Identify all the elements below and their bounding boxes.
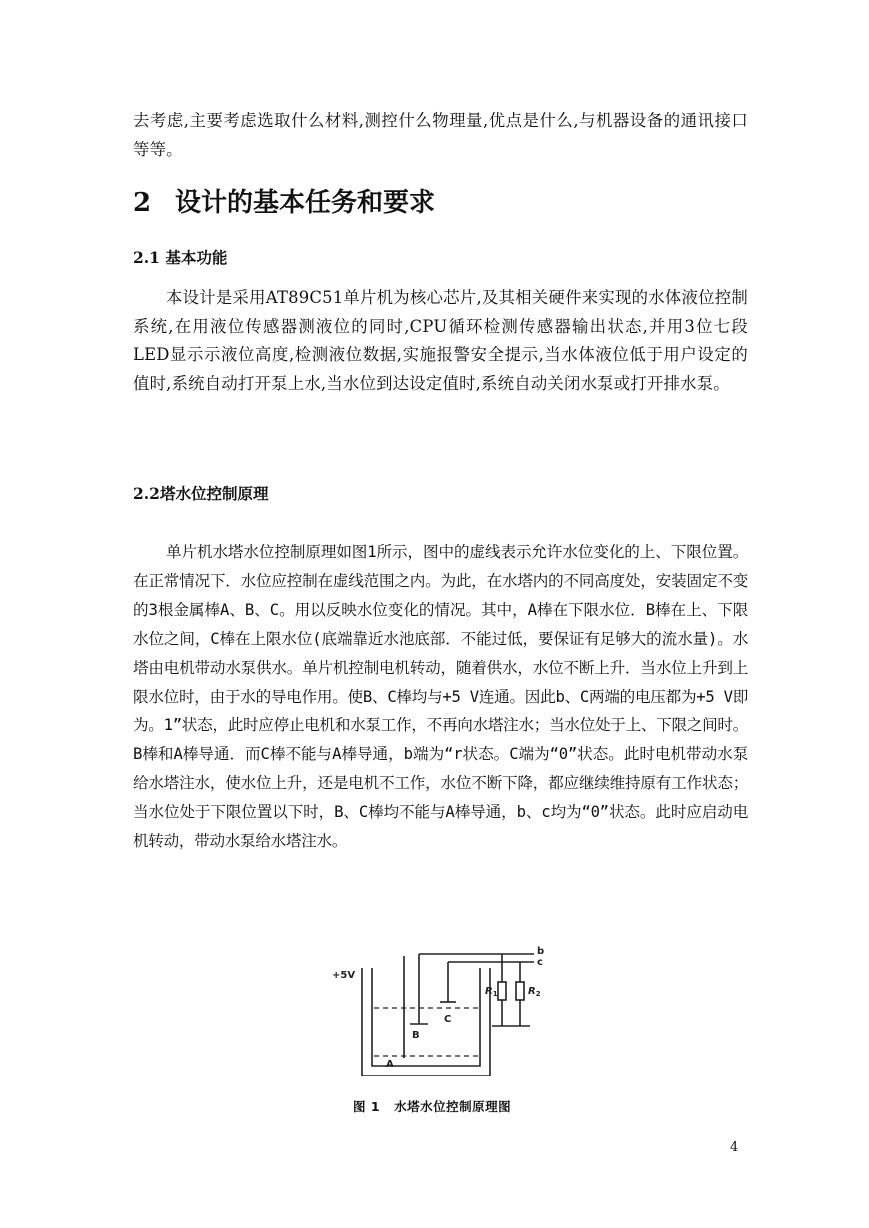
rod-b-label: B: [412, 1030, 420, 1041]
resistor-r2-label: $R_2$: [528, 986, 541, 998]
figure-caption: [353, 1097, 511, 1115]
terminal-b-label: b: [537, 946, 545, 957]
intro-paragraph: 去考虑,主要考虑选取什么材料,测控什么物理量,优点是什么,与机器设备的通讯接口等等。: [133, 111, 748, 159]
page-number: 4: [730, 1140, 739, 1155]
section-2-1-body: 本设计是采用AT89C51单片机为核心芯片,及其相关硬件来实现的水体液位控制系统,在用液位传感器测液位的同时,CPU循环检测传感器输出状态,并用3位七段LED显示示液位高度,检测液位数据,实施报警安全提示,当水体液位低于用户设定的值时,系统自动打开泵上水,当水位到达设定值时,系统自动关闭水泵或打开排水泵。: [133, 288, 748, 393]
section-2-title: 设计的基本任务和要求: [175, 188, 436, 218]
figure-caption-text: 水塔水位控制原理图: [394, 1099, 512, 1114]
section-2-number: 2: [133, 188, 152, 218]
rod-c-label: C: [444, 1014, 452, 1025]
section-2-2-body: 单片机水塔水位控制原理如图1所示，图中的虚线表示允许水位变化的上、下限位置。在正常情况下．水位应控制在虚线范围之内。为此，在水塔内的不同高度处，安装固定不变的3根金属棒A、B、C。用以反映水位变化的情况。其中，A棒在下限水位．B棒在上、下限水位之间，C棒在上限水位(底端靠近水池底部．不能过低，要保证有足够大的流水量)。水塔由电机带动水泵供水。单片机控制电机转动，随着供水，水位不断上升．当水位上升到上限水位时，由于水的导电作用。使B、C棒均与+5 V连通。因此b、C两端的电压都为+5 V即为。1”状态，此时应停止电机和水泵工作，不再向水塔注水；当水位处于上、下限之间时。B棒和A棒导通．而C棒不能与A棒导通，b端为“r状态。C端为“0”状态。此时电机带动水泵给水塔注水，使水位上升，还是电机不工作，水位不断下降，都应继续维持原有工作状态；当水位处于下限位置以下时，B、C棒均不能与A棒导通，b、c均为“0”状态。此时应启动电机转动，带动水泵给水塔注水。: [133, 543, 748, 851]
water-tower-diagram: [322, 946, 562, 1076]
rod-a-label: A: [386, 1059, 394, 1070]
section-2-2-heading: 2.2塔水位控制原理: [133, 484, 269, 503]
section-2-heading: [133, 182, 435, 219]
resistor-r1-label: $R_1$: [485, 986, 498, 998]
terminal-c-label: c: [537, 957, 543, 968]
vcc-label: +5V: [332, 970, 356, 981]
section-2-1-heading: 2.1 基本功能: [133, 248, 228, 267]
figure-caption-number: 图 1: [353, 1099, 381, 1114]
